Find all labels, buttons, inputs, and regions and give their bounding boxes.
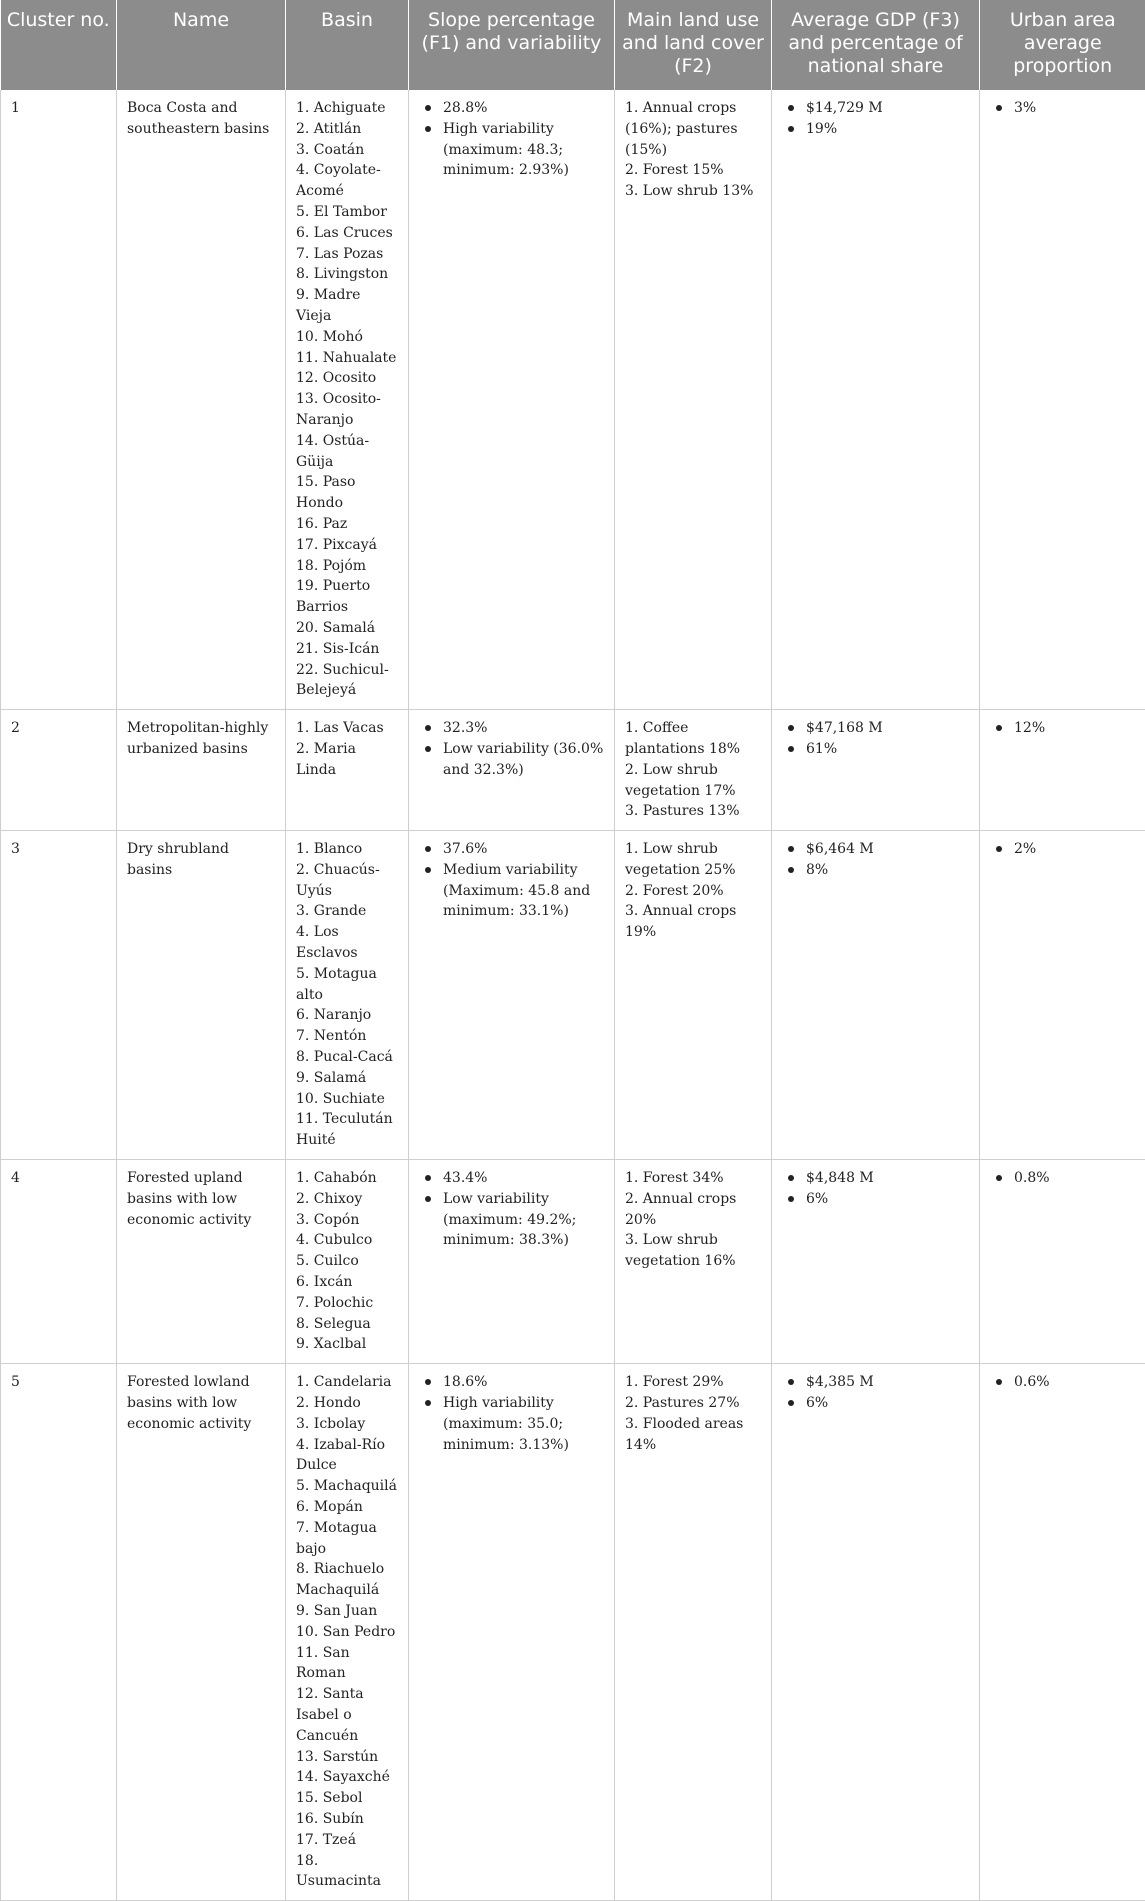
basin-item: 4. Izabal-Río Dulce: [296, 1435, 398, 1477]
urban-item: 3%: [1014, 98, 1135, 119]
basin-item: 7. Las Pozas: [296, 244, 398, 265]
table-row: [1, 710, 1145, 831]
basin-item: 3. Coatán: [296, 140, 398, 161]
basin-item: 10. San Pedro: [296, 1622, 398, 1643]
cluster-name-cell: Dry shrubland basins: [117, 831, 286, 1160]
slope-item: 37.6%: [443, 839, 604, 860]
basin-item: 5. Motagua alto: [296, 964, 398, 1006]
basin-item: 8. Selegua: [296, 1314, 398, 1335]
basin-item: 5. Cuilco: [296, 1251, 398, 1272]
basin-item: 6. Naranjo: [296, 1005, 398, 1026]
urban-cell: [980, 1364, 1145, 1901]
basin-item: 1. Achiguate: [296, 98, 398, 119]
urban-cell: [980, 90, 1145, 710]
land-use-item: 3. Annual crops 19%: [625, 901, 761, 943]
header-row: [1, 0, 1145, 90]
land-use-item: 3. Low shrub 13%: [625, 181, 761, 202]
basin-item: 18. Usumacinta: [296, 1851, 398, 1893]
slope-cell-list: [419, 98, 604, 181]
urban-item: 2%: [1014, 839, 1135, 860]
slope-cell: [409, 831, 615, 1160]
gdp-cell-list: [782, 839, 969, 881]
header-name: Name: [117, 0, 286, 90]
basin-item: 4. Coyolate-Acomé: [296, 160, 398, 202]
table-row: [1, 831, 1145, 1160]
basin-item: 12. Ocosito: [296, 368, 398, 389]
header-urban: Urban area average proportion: [980, 0, 1145, 90]
gdp-item: $4,385 M: [806, 1372, 969, 1393]
cluster-name-cell: Forested lowland basins with low economic activity: [117, 1364, 286, 1901]
basin-item: 21. Sis-Icán: [296, 639, 398, 660]
basin-item: 7. Motagua bajo: [296, 1518, 398, 1560]
basin-item: 7. Nentón: [296, 1026, 398, 1047]
basin-item: 22. Suchicul-Belejeyá: [296, 660, 398, 702]
cluster-name-cell: Metropolitan-highly urbanized basins: [117, 710, 286, 831]
basin-item: 1. Blanco: [296, 839, 398, 860]
basin-list-cell: [286, 90, 409, 710]
basin-item: 2. Hondo: [296, 1393, 398, 1414]
basin-item: 8. Livingston: [296, 264, 398, 285]
land-use-cell: [615, 1160, 772, 1364]
land-use-item: 1. Coffee plantations 18%: [625, 718, 761, 760]
table-row: [1, 1364, 1145, 1901]
gdp-cell: [772, 1160, 980, 1364]
land-use-cell: [615, 710, 772, 831]
basin-item: 16. Subín: [296, 1809, 398, 1830]
header-slope: Slope percentage (F1) and variability: [409, 0, 615, 90]
basin-item: 17. Tzeá: [296, 1830, 398, 1851]
basin-item: 16. Paz: [296, 514, 398, 535]
land-use-cell: [615, 1364, 772, 1901]
slope-cell: [409, 90, 615, 710]
basin-list-cell: [286, 1364, 409, 1901]
slope-item: High variability (maximum: 48.3; minimum: 2.93%): [443, 119, 604, 181]
gdp-cell: [772, 90, 980, 710]
gdp-cell: [772, 831, 980, 1160]
land-use-item: 2. Low shrub vegetation 17%: [625, 760, 761, 802]
cluster-number-cell: 4: [1, 1160, 117, 1364]
land-use-item: 1. Low shrub vegetation 25%: [625, 839, 761, 881]
urban-item: 0.6%: [1014, 1372, 1135, 1393]
slope-cell-list: [419, 718, 604, 780]
basin-item: 9. Xaclbal: [296, 1334, 398, 1355]
basin-item: 17. Pixcayá: [296, 535, 398, 556]
basin-item: 3. Copón: [296, 1210, 398, 1231]
basin-item: 12. Santa Isabel o Cancuén: [296, 1684, 398, 1746]
gdp-item: $14,729 M: [806, 98, 969, 119]
gdp-item: 8%: [806, 860, 969, 881]
basin-item: 11. Teculután Huité: [296, 1109, 398, 1151]
urban-cell: [980, 831, 1145, 1160]
basin-item: 2. Chixoy: [296, 1189, 398, 1210]
land-use-item: 1. Forest 29%: [625, 1372, 761, 1393]
basin-item: 6. Las Cruces: [296, 223, 398, 244]
cluster-name-cell: Boca Costa and southeastern basins: [117, 90, 286, 710]
basin-item: 3. Icbolay: [296, 1414, 398, 1435]
gdp-item: 19%: [806, 119, 969, 140]
cluster-number-cell: 1: [1, 90, 117, 710]
basin-item: 10. Suchiate: [296, 1089, 398, 1110]
gdp-item: 61%: [806, 739, 969, 760]
gdp-item: $6,464 M: [806, 839, 969, 860]
basin-item: 1. Cahabón: [296, 1168, 398, 1189]
table-header: [1, 0, 1145, 90]
urban-cell: [980, 710, 1145, 831]
gdp-item: 6%: [806, 1393, 969, 1414]
table-row: [1, 1160, 1145, 1364]
header-land-use: Main land use and land cover (F2): [615, 0, 772, 90]
gdp-cell-list: [782, 1168, 969, 1210]
basin-item: 7. Polochic: [296, 1293, 398, 1314]
slope-item: 28.8%: [443, 98, 604, 119]
land-use-item: 1. Annual crops (16%); pastures (15%): [625, 98, 761, 160]
basin-item: 15. Paso Hondo: [296, 472, 398, 514]
basin-item: 20. Samalá: [296, 618, 398, 639]
basin-item: 8. Riachuelo Machaquilá: [296, 1559, 398, 1601]
land-use-item: 3. Flooded areas 14%: [625, 1414, 761, 1456]
land-use-item: 2. Pastures 27%: [625, 1393, 761, 1414]
cluster-name-cell: Forested upland basins with low economic activity: [117, 1160, 286, 1364]
gdp-cell-list: [782, 718, 969, 760]
basin-item: 14. Sayaxché: [296, 1767, 398, 1788]
basin-item: 5. El Tambor: [296, 202, 398, 223]
gdp-item: $47,168 M: [806, 718, 969, 739]
basin-item: 15. Sebol: [296, 1788, 398, 1809]
basin-item: 14. Ostúa-Güija: [296, 431, 398, 473]
gdp-item: 6%: [806, 1189, 969, 1210]
basin-list-cell: [286, 1160, 409, 1364]
basin-item: 2. Atitlán: [296, 119, 398, 140]
basin-item: 13. Ocosito-Naranjo: [296, 389, 398, 431]
slope-item: 18.6%: [443, 1372, 604, 1393]
land-use-item: 3. Low shrub vegetation 16%: [625, 1230, 761, 1272]
slope-cell-list: [419, 1168, 604, 1251]
basin-item: 8. Pucal-Cacá: [296, 1047, 398, 1068]
table-body: [1, 90, 1145, 1901]
basin-item: 4. Cubulco: [296, 1230, 398, 1251]
cluster-number-cell: 5: [1, 1364, 117, 1901]
basin-list-cell: [286, 710, 409, 831]
slope-item: 43.4%: [443, 1168, 604, 1189]
land-use-item: 3. Pastures 13%: [625, 801, 761, 822]
basin-item: 1. Las Vacas: [296, 718, 398, 739]
gdp-item: $4,848 M: [806, 1168, 969, 1189]
basin-item: 2. Maria Linda: [296, 739, 398, 781]
slope-item: Low variability (maximum: 49.2%; minimum: 38.3%): [443, 1189, 604, 1251]
header-basin: Basin: [286, 0, 409, 90]
gdp-cell: [772, 1364, 980, 1901]
urban-cell-list: [990, 1372, 1135, 1393]
slope-cell-list: [419, 1372, 604, 1455]
gdp-cell-list: [782, 1372, 969, 1414]
slope-item: Low variability (36.0% and 32.3%): [443, 739, 604, 781]
slope-cell: [409, 710, 615, 831]
land-use-item: 2. Annual crops 20%: [625, 1189, 761, 1231]
basin-list-cell: [286, 831, 409, 1160]
cluster-number-cell: 2: [1, 710, 117, 831]
basin-item: 5. Machaquilá: [296, 1476, 398, 1497]
urban-cell-list: [990, 718, 1135, 739]
basin-item: 4. Los Esclavos: [296, 922, 398, 964]
slope-item: Medium variability (Maximum: 45.8 and minimum: 33.1%): [443, 860, 604, 922]
land-use-cell: [615, 831, 772, 1160]
cluster-number-cell: 3: [1, 831, 117, 1160]
basin-item: 9. Madre Vieja: [296, 285, 398, 327]
slope-cell-list: [419, 839, 604, 922]
urban-cell-list: [990, 839, 1135, 860]
basin-item: 11. Nahualate: [296, 348, 398, 369]
basin-item: 6. Mopán: [296, 1497, 398, 1518]
basin-item: 1. Candelaria: [296, 1372, 398, 1393]
basin-item: 11. San Roman: [296, 1643, 398, 1685]
slope-cell: [409, 1364, 615, 1901]
basin-item: 19. Puerto Barrios: [296, 576, 398, 618]
land-use-item: 2. Forest 20%: [625, 881, 761, 902]
basin-item: 3. Grande: [296, 901, 398, 922]
gdp-cell-list: [782, 98, 969, 140]
header-cluster-no: Cluster no.: [1, 0, 117, 90]
basin-item: 2. Chuacús-Uyús: [296, 860, 398, 902]
land-use-cell: [615, 90, 772, 710]
land-use-item: 1. Forest 34%: [625, 1168, 761, 1189]
basin-item: 6. Ixcán: [296, 1272, 398, 1293]
urban-item: 12%: [1014, 718, 1135, 739]
urban-cell-list: [990, 98, 1135, 119]
basin-item: 10. Mohó: [296, 327, 398, 348]
slope-item: 32.3%: [443, 718, 604, 739]
urban-cell-list: [990, 1168, 1135, 1189]
land-use-item: 2. Forest 15%: [625, 160, 761, 181]
slope-cell: [409, 1160, 615, 1364]
basin-item: 9. San Juan: [296, 1601, 398, 1622]
urban-item: 0.8%: [1014, 1168, 1135, 1189]
gdp-cell: [772, 710, 980, 831]
basin-item: 18. Pojóm: [296, 556, 398, 577]
basin-item: 9. Salamá: [296, 1068, 398, 1089]
basin-item: 13. Sarstún: [296, 1747, 398, 1768]
slope-item: High variability (maximum: 35.0; minimum: 3.13%): [443, 1393, 604, 1455]
table-row: [1, 90, 1145, 710]
urban-cell: [980, 1160, 1145, 1364]
header-gdp: Average GDP (F3) and percentage of national share: [772, 0, 980, 90]
